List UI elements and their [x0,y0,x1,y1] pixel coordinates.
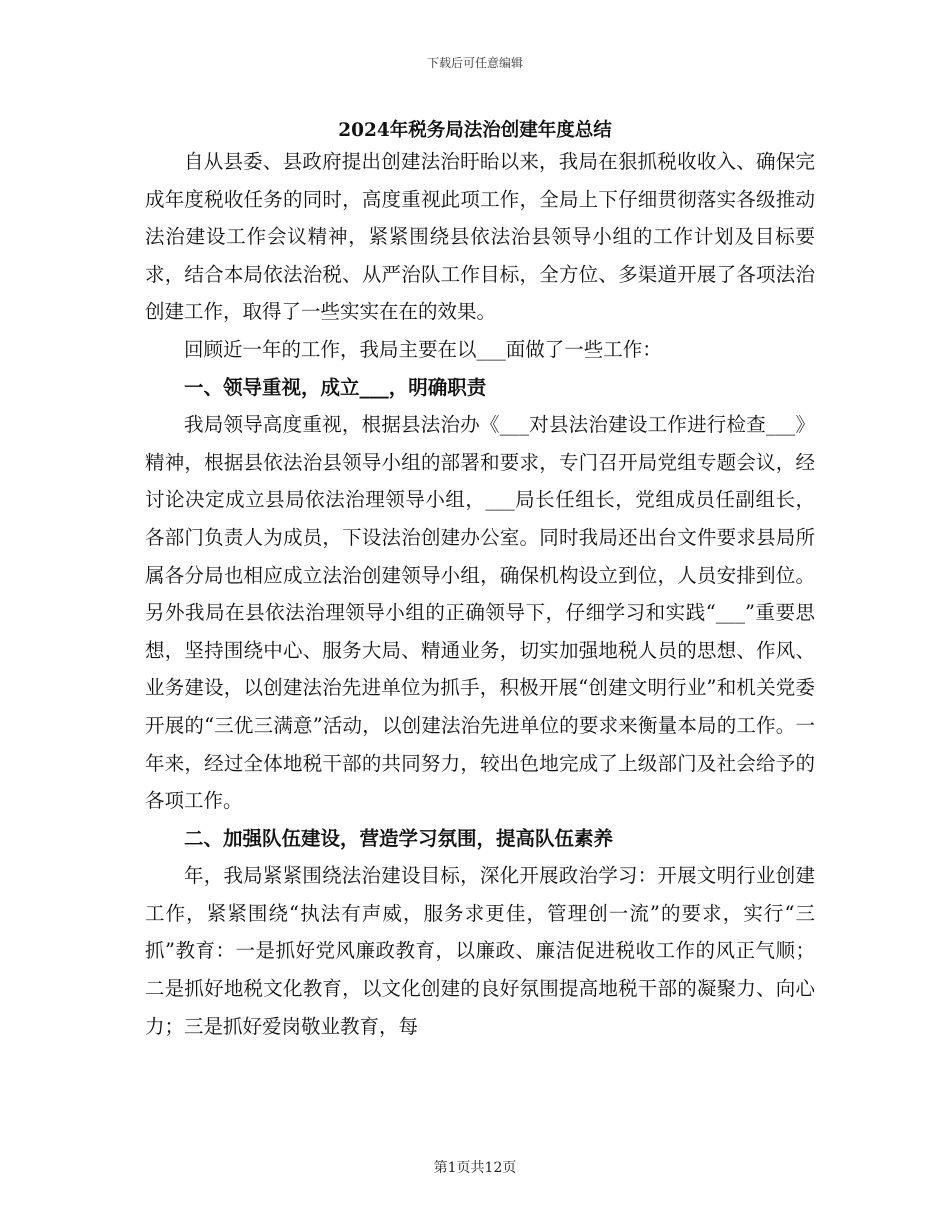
overview-paragraph: 回顾近一年的工作，我局主要在以___面做了一些工作： [184,337,662,361]
page-number: 第1页共12页 [433,1160,517,1176]
document-body [145,143,815,1045]
document-title: 2024年税务局法治创建年度总结 [338,120,612,141]
section-heading-2: 二、加强队伍建设，营造学习氛围，提高队伍素养 [184,826,614,850]
page-header: 下载后可任意编辑 [426,56,523,70]
intro-paragraph: 自从县委、县政府提出创建法治盱眙以来，我局在狠抓税收收入、确保完成年度税收任务的同时，高度重视此项工作，全局上下仔细贯彻落实各级推动法治建设工作会议精神，紧紧围绕县依法治县领导小组的工作计划及目标要求，结合本局依法治税、从严治队工作目标，全方位、多渠道开展了各项法治创建工作，取得了一些实实在在的效果。 [145,150,815,324]
section-heading-1: 一、领导重视，成立___，明确职责 [184,375,487,399]
section-paragraph-2: 年，我局紧紧围绕法治建设目标，深化开展政治学习：开展文明行业创建工作，紧紧围绕“执法有声威，服务求更佳，管理创一流”的要求，实行“三抓”教育：一是抓好党风廉政教育，以廉政、廉洁促进税收工作的风正气顺；二是抓好地税文化教育，以文化创建的良好氛围提高地税干部的凝聚力、向心力；三是抓好爱岗敬业教育，每 [145,864,815,1038]
section-paragraph-1: 我局领导高度重视，根据县法治办《___对县法治建设工作进行检查___》精神，根据县依法治县领导小组的部署和要求，专门召开局党组专题会议，经讨论决定成立县局依法治理领导小组，___局长任组长，党组成员任副组长，各部门负责人为成员，下设法治创建办公室。同时我局还出台文件要求县局所属各分局也相应成立法治创建领导小组，确保机构设立到位，人员安排到位。另外我局在县依法治理领导小组的正确领导下，仔细学习和实践“___”重要思想，坚持围绕中心、服务大局、精通业务，切实加强地税人员的思想、作风、业务建设，以创建法治先进单位为抓手，积极开展“创建文明行业”和机关党委开展的“三优三满意”活动，以创建法治先进单位的要求来衡量本局的工作。一年来，经过全体地税干部的共同努力，较出色地完成了上级部门及社会给予的各项工作。 [145,413,815,813]
